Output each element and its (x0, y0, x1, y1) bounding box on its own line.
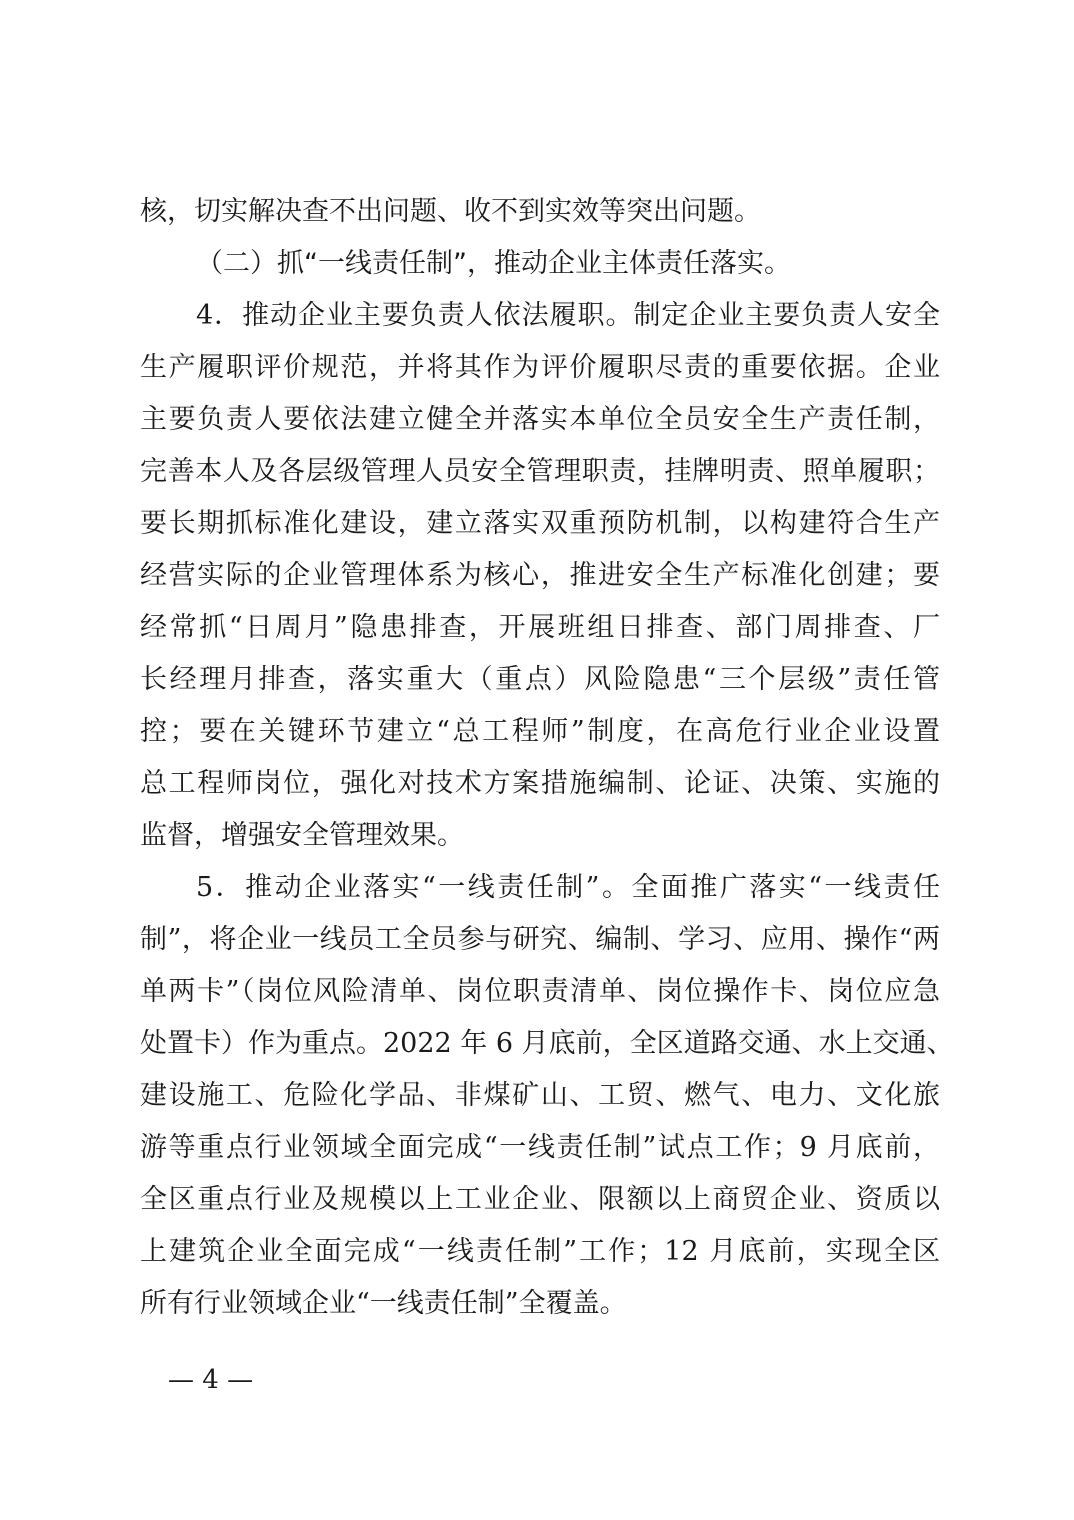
text-line-10: 长经理月排查，落实重大（重点）风险隐患“三个层级”责任管 (140, 664, 940, 695)
text-line-22: 所有行业领域企业“一线责任制”全覆盖。 (140, 1288, 627, 1319)
text-line-6: 完善本人及各层级管理人员安全管理职责，挂牌明责、照单履职； (140, 456, 940, 487)
text-line-15: 制”，将企业一线员工全员参与研究、编制、学习、应用、操作“两 (140, 924, 940, 955)
text-line-19: 游等重点行业领域全面完成“一线责任制”试点工作；9 月底前， (140, 1132, 940, 1163)
text-line-12: 总工程师岗位，强化对技术方案措施编制、论证、决策、实施的 (140, 768, 940, 799)
text-line-9: 经常抓“日周月”隐患排查，开展班组日排查、部门周排查、厂 (140, 612, 940, 643)
text-line-8: 经营实际的企业管理体系为核心，推进安全生产标准化创建；要 (140, 560, 940, 591)
text-line-20: 全区重点行业及规模以上工业企业、限额以上商贸企业、资质以 (140, 1184, 940, 1215)
page-number: — 4 — (168, 1365, 254, 1395)
section-heading: （二）抓“一线责任制”，推动企业主体责任落实。 (196, 248, 791, 279)
text-line-16: 单两卡”（岗位风险清单、岗位职责清单、岗位操作卡、岗位应急 (140, 976, 940, 1007)
text-line-7: 要长期抓标准化建设，建立落实双重预防机制，以构建符合生产 (140, 508, 940, 539)
text-line-21: 上建筑企业全面完成“一线责任制”工作；12 月底前，实现全区 (140, 1236, 940, 1267)
text-line-18: 建设施工、危险化学品、非煤矿山、工贸、燃气、电力、文化旅 (140, 1080, 940, 1111)
text-line-1: 核，切实解决查不出问题、收不到实效等突出问题。 (140, 196, 761, 227)
text-line-13: 监督，增强安全管理效果。 (140, 820, 464, 851)
text-line-3: 4．推动企业主要负责人依法履职。制定企业主要负责人安全 (196, 300, 940, 331)
text-line-11: 控；要在关键环节建立“总工程师”制度，在高危行业企业设置 (140, 716, 940, 747)
text-line-5: 主要负责人要依法建立健全并落实本单位全员安全生产责任制， (140, 404, 940, 435)
text-line-14: 5．推动企业落实“一线责任制”。全面推广落实“一线责任 (196, 872, 940, 903)
text-line-17: 处置卡）作为重点。2022 年 6 月底前，全区道路交通、水上交通、 (140, 1028, 954, 1059)
text-line-4: 生产履职评价规范，并将其作为评价履职尽责的重要依据。企业 (140, 352, 940, 383)
